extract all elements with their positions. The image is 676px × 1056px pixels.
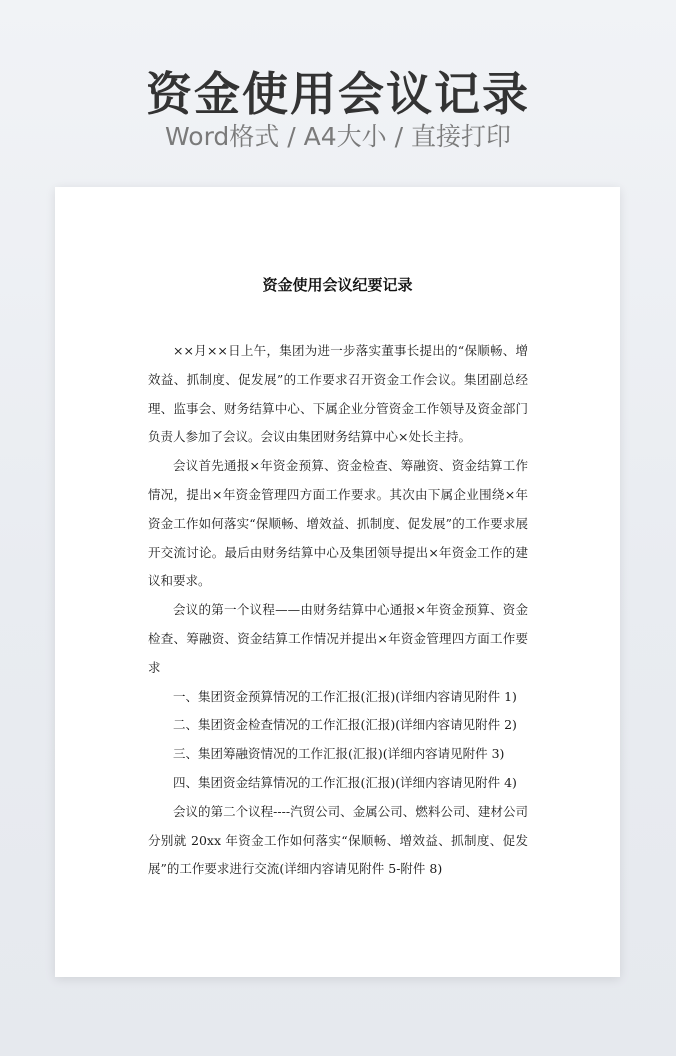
- paragraph-agenda-one: 会议的第一个议程——由财务结算中心通报×年资金预算、资金检查、筹融资、资金结算工作情况并提出×年资金管理四方面工作要求: [148, 602, 528, 675]
- paragraph-meeting-overview: 会议首先通报×年资金预算、资金检查、筹融资、资金结算工作情况，提出×年资金管理四方面工作要求。其次由下属企业围绕×年资金工作如何落实“保顺畅、增效益、抓制度、促发展”的工作要求展开交流讨论。最后由财务结算中心及集团领导提出×年资金工作的建议和要求。: [148, 458, 528, 589]
- page-title: 资金使用会议记录: [146, 67, 530, 121]
- paragraph-agenda-two: 会议的第二个议程----汽贸公司、金属公司、燃料公司、建材公司分别就 20xx 年资金工作如何落实“保顺畅、增效益、抓制度、促发展”的工作要求进行交流(详细内容请见附件 5-附件 8): [148, 803, 528, 877]
- list-item-inspection-report: 二、集团资金检查情况的工作汇报(汇报)(详细内容请见附件 2): [173, 717, 517, 733]
- list-item-settlement-report: 四、集团资金结算情况的工作汇报(汇报)(详细内容请见附件 4): [173, 774, 517, 790]
- document-body: [148, 337, 528, 884]
- page-subtitle: Word格式 / A4大小 / 直接打印: [165, 122, 511, 151]
- list-item-budget-report: 一、集团资金预算情况的工作汇报(汇报)(详细内容请见附件 1): [173, 688, 517, 704]
- paragraph-meeting-intro: ××月××日上午，集团为进一步落实董事长提出的“保顺畅、增效益、抓制度、促发展”的工作要求召开资金工作会议。集团副总经理、监事会、财务结算中心、下属企业分管资金工作领导及资金部门负责人参加了会议。会议由集团财务结算中心×处长主持。: [148, 343, 528, 445]
- document-title: 资金使用会议纪要记录: [262, 276, 413, 294]
- document-page: [55, 187, 620, 977]
- list-item-financing-report: 三、集团筹融资情况的工作汇报(汇报)(详细内容请见附件 3): [173, 746, 505, 762]
